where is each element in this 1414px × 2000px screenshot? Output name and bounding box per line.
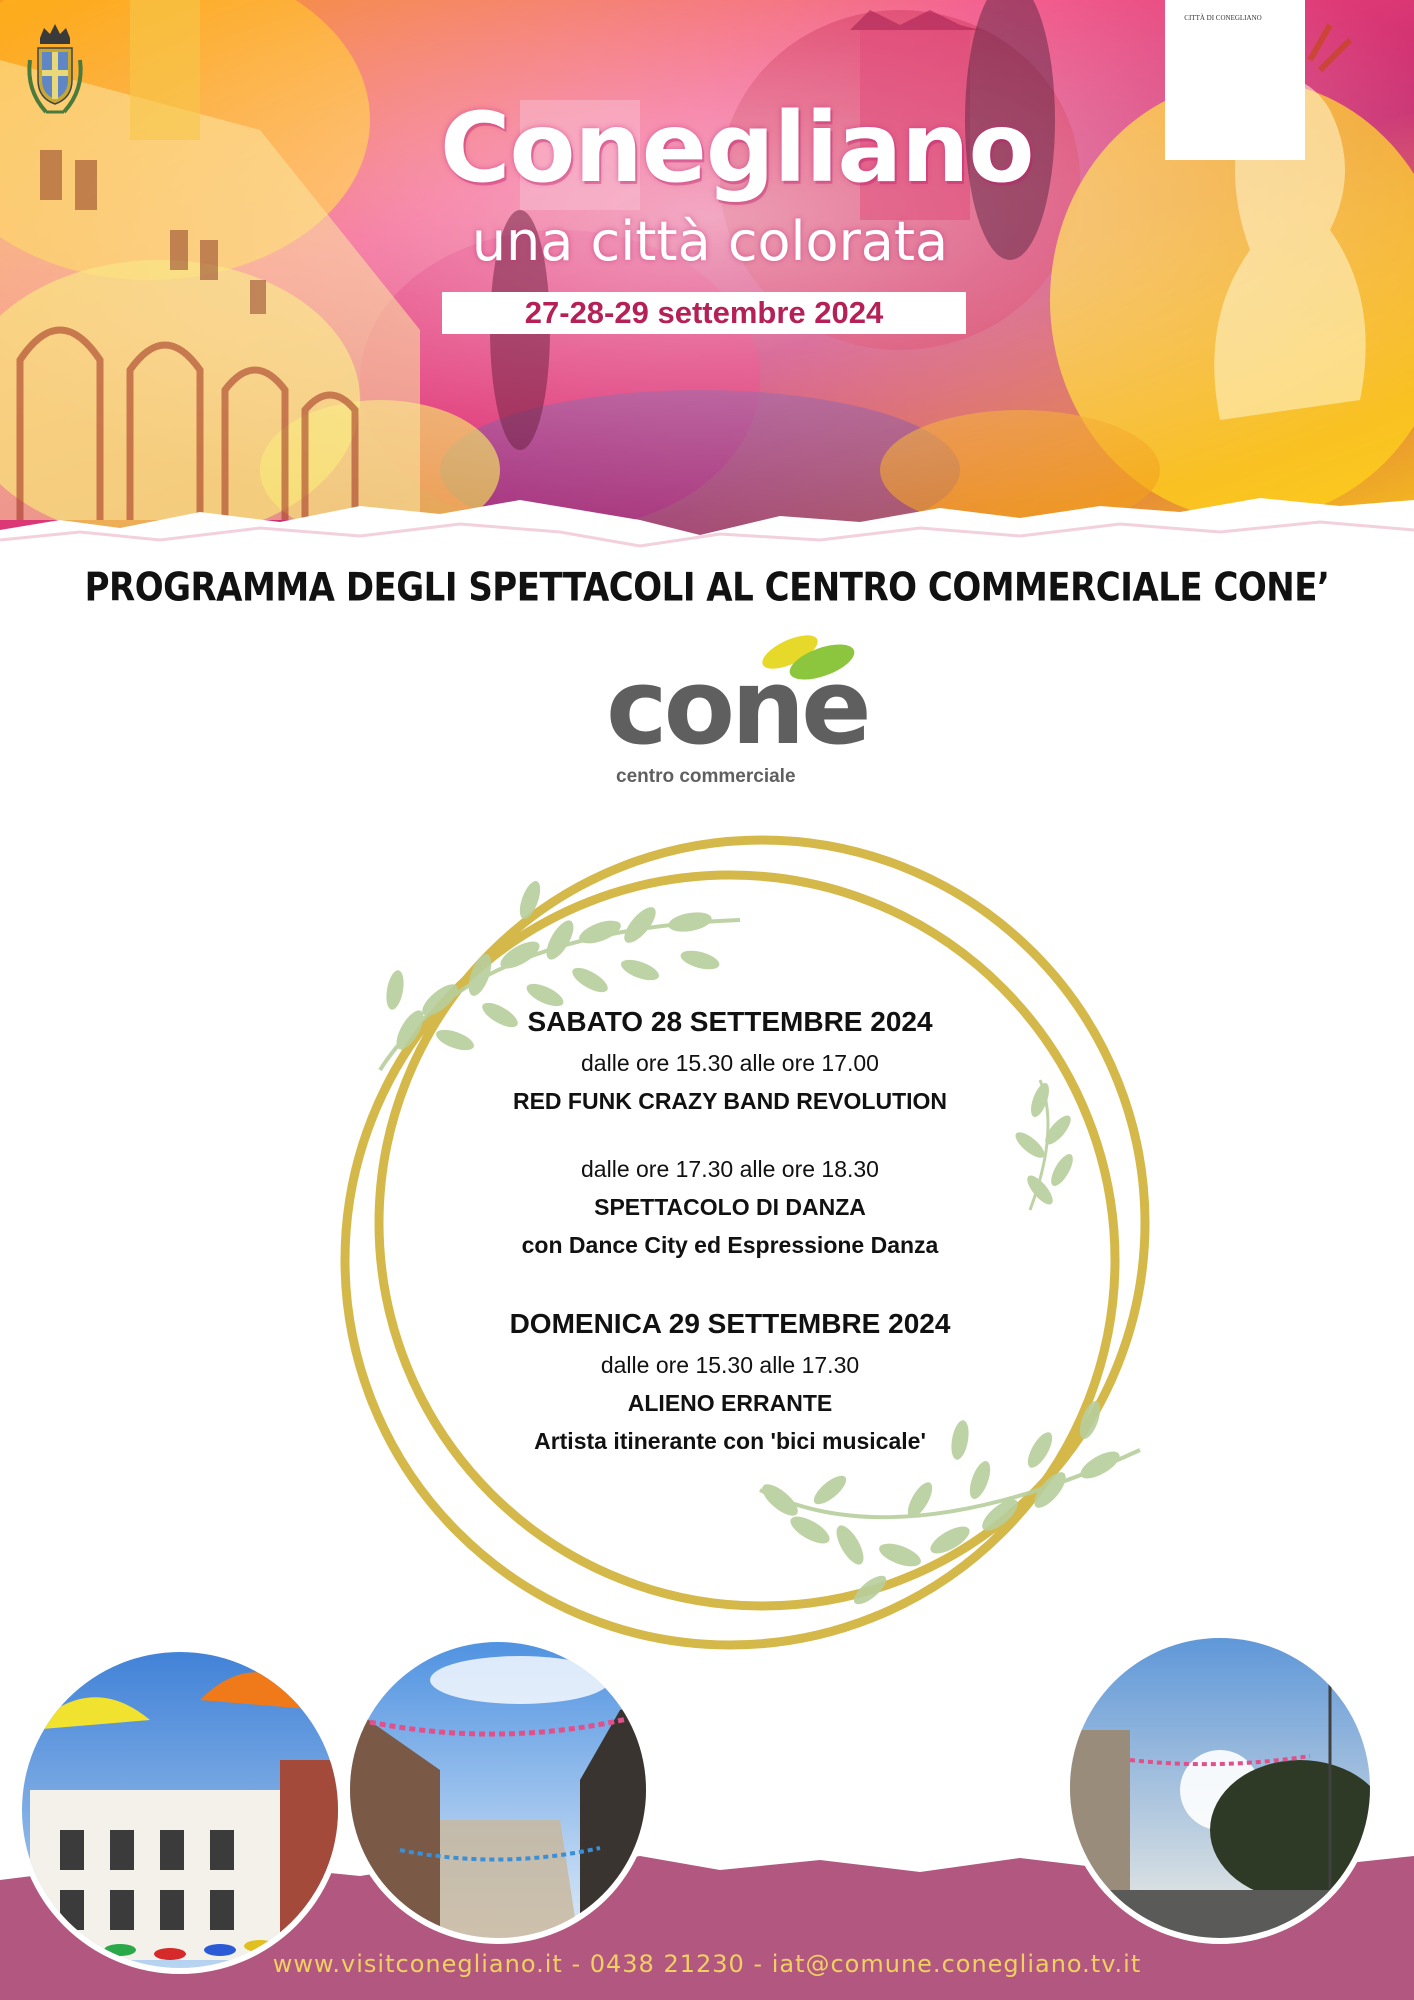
- day-heading-saturday: SABATO 28 SETTEMBRE 2024: [527, 1006, 933, 1037]
- event-title: ALIENO ERRANTE: [627, 1390, 833, 1416]
- crest-label: CITTÀ DI CONEGLIANO: [1184, 14, 1262, 22]
- banner-artwork: [0, 0, 1414, 560]
- event-detail: con Dance City ed Espressione Danza: [521, 1232, 939, 1258]
- footer-contacts: www.visitconegliano.it - 0438 21230 - iat@comune.conegliano.tv.it: [272, 1950, 1142, 1978]
- day-heading-sunday: DOMENICA 29 SETTEMBRE 2024: [509, 1308, 951, 1339]
- event-time: dalle ore 15.30 alle 17.30: [600, 1352, 860, 1378]
- banner-subtitle: una città colorata: [471, 210, 949, 273]
- cone-logo-subtitle: centro commerciale: [616, 766, 796, 787]
- event-time: dalle ore 15.30 alle ore 17.00: [581, 1050, 879, 1076]
- city-crest-icon: [0, 0, 110, 130]
- program-schedule: [380, 1000, 1080, 1460]
- event-dates: 27-28-29 settembre 2024: [442, 292, 966, 334]
- banner-title: Conegliano: [440, 92, 1034, 204]
- event-detail: Artista itinerante con 'bici musicale': [534, 1428, 926, 1454]
- program-heading: PROGRAMMA DEGLI SPETTACOLI AL CENTRO COMMERCIALE CONE’: [84, 565, 1330, 611]
- cone-logo-wordmark: cone: [606, 646, 868, 768]
- footer-band: [0, 1620, 1414, 2000]
- event-time: dalle ore 17.30 alle ore 18.30: [581, 1156, 879, 1182]
- header-banner: [0, 0, 1414, 560]
- event-title: SPETTACOLO DI DANZA: [594, 1194, 866, 1220]
- event-title: RED FUNK CRAZY BAND REVOLUTION: [512, 1088, 948, 1114]
